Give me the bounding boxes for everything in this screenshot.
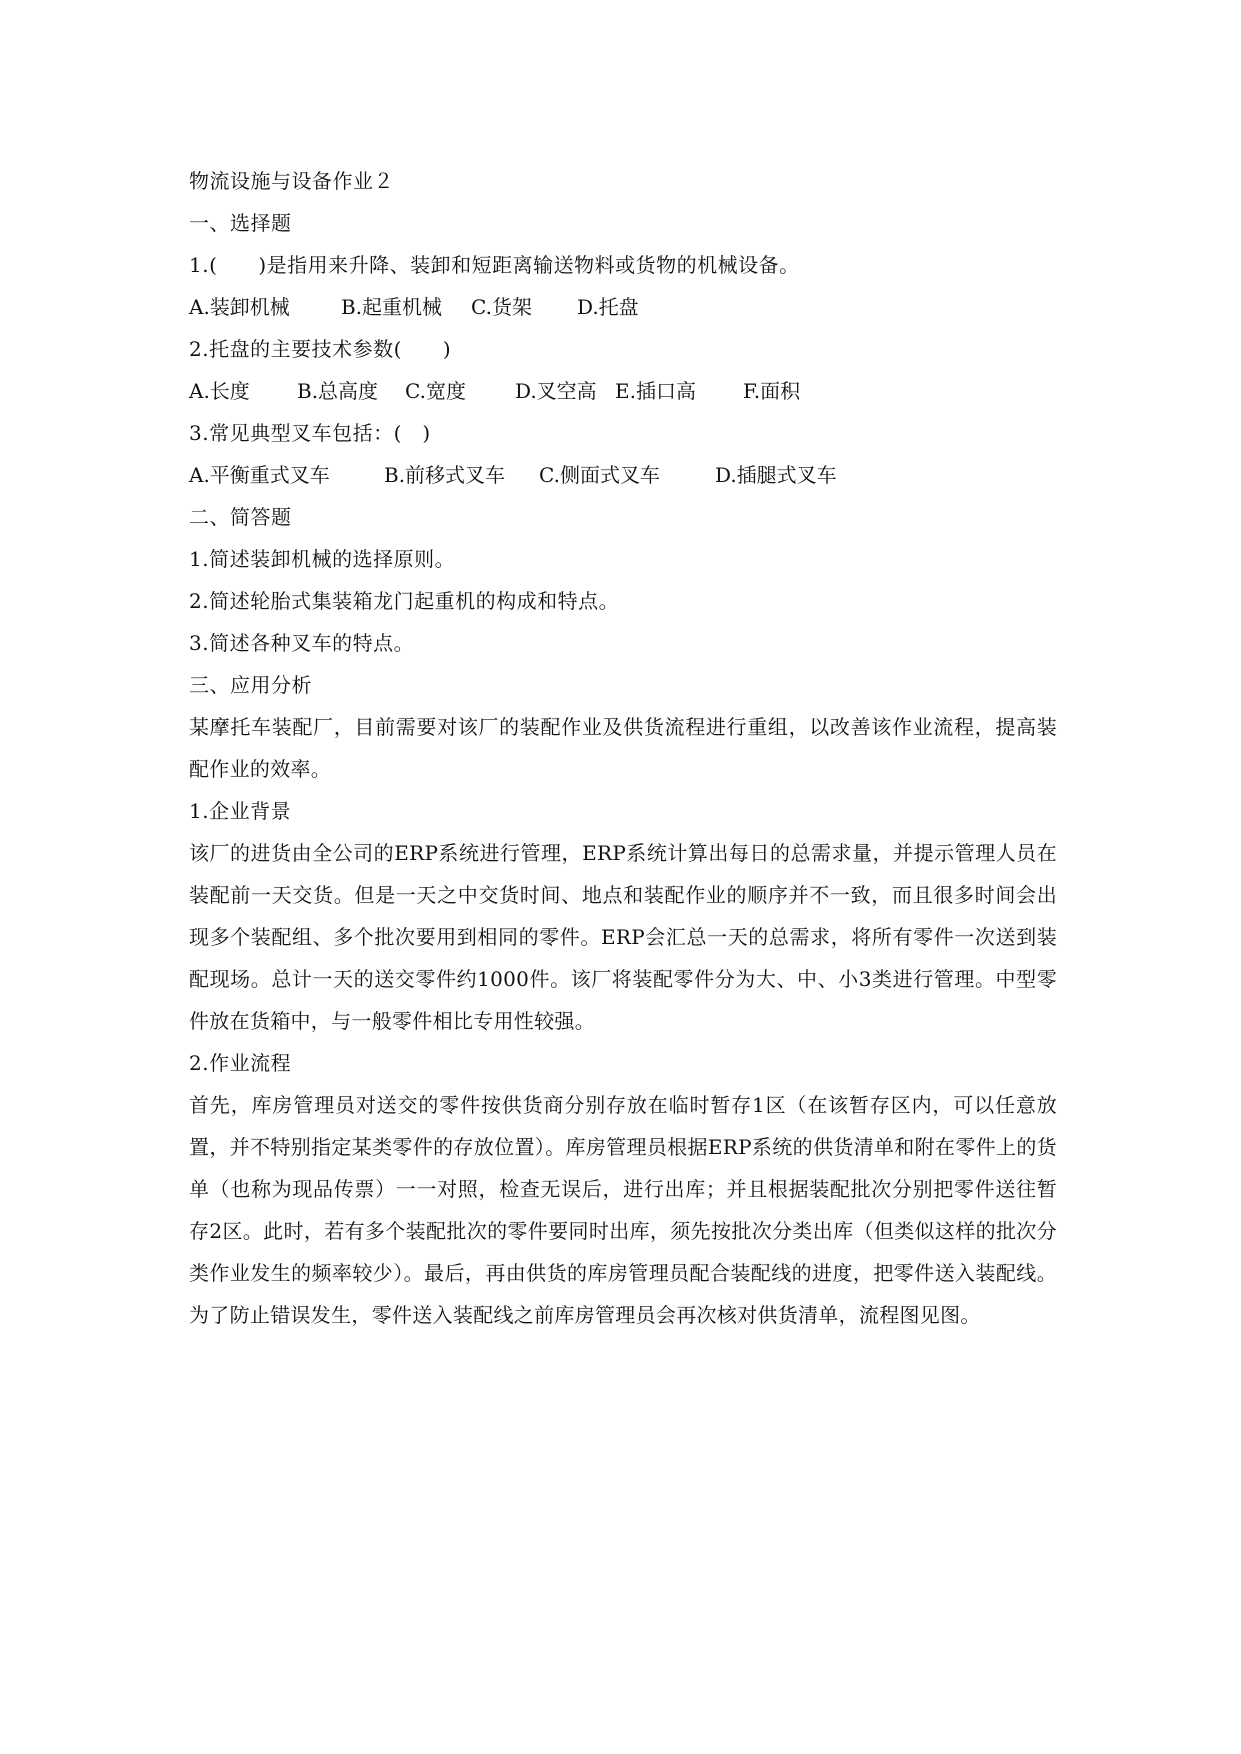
question-3: 3.常见典型叉车包括：( ) [189,421,431,445]
workflow-paragraph: 首先，库房管理员对送交的零件按供货商分别存放在临时暂存1区（在该暂存区内，可以任意放置，并不特别指定某类零件的存放位置）。库房管理员根据ERP系统的供货清单和附在零件上的货单（也称为现品传票）一一对照，检查无误后，进行出库；并且根据装配批次分别把零件送往暂存2区。此时，若有多个装配批次的零件要同时出库，须先按批次分类出库（但类似这样的批次分类作业发生的频率较少）。最后，再由供货的库房管理员配合装配线的进度，把零件送入装配线。为了防止错误发生，零件送入装配线之前库房管理员会再次核对供货清单，流程图见图。 [189,1093,1057,1327]
option: D.插腿式叉车 [715,463,837,487]
option: C.货架 [471,295,532,319]
section-heading-application: 三、应用分析 [189,673,312,697]
question-2: 2.托盘的主要技术参数( ) [189,337,452,361]
option: D.托盘 [577,295,639,319]
question-3-options [189,454,1057,496]
option: B.总高度 [297,379,379,403]
option: E.插口高 [615,379,696,403]
background-paragraph: 该厂的进货由全公司的ERP系统进行管理，ERP系统计算出每日的总需求量，并提示管理人员在装配前一天交货。但是一天之中交货时间、地点和装配作业的顺序并不一致，而且很多时间会出现多个装配组、多个批次要用到相同的零件。ERP会汇总一天的总需求，将所有零件一次送到装配现场。总计一天的送交零件约1000件。该厂将装配零件分为大、中、小3类进行管理。中型零件放在货箱中，与一般零件相比专用性较强。 [189,841,1057,1033]
question-2-options [189,370,1057,412]
option: C.宽度 [405,379,466,403]
option: D.叉空高 [515,379,597,403]
option: B.前移式叉车 [384,463,506,487]
subheading-background: 1.企业背景 [189,799,292,823]
option: C.侧面式叉车 [539,463,660,487]
option: A.平衡重式叉车 [189,463,330,487]
application-intro: 某摩托车装配厂，目前需要对该厂的装配作业及供货流程进行重组，以改善该作业流程，提高装配作业的效率。 [189,715,1057,781]
short-answer-item: 1.简述装卸机械的选择原则。 [189,547,456,571]
option: A.长度 [189,379,250,403]
option: A.装卸机械 [189,295,290,319]
subheading-workflow: 2.作业流程 [189,1051,292,1075]
document-page [189,160,1057,1336]
short-answer-item: 3.简述各种叉车的特点。 [189,631,415,655]
section-heading-choice: 一、选择题 [189,211,292,235]
document-title: 物流设施与设备作业２ [189,169,394,193]
question-1-options [189,286,1057,328]
option: F.面积 [743,379,801,403]
question-1: 1.( )是指用来升降、装卸和短距离输送物料或货物的机械设备。 [189,253,800,277]
short-answer-item: 2.简述轮胎式集装箱龙门起重机的构成和特点。 [189,589,620,613]
section-heading-short-answer: 二、简答题 [189,505,292,529]
option: B.起重机械 [341,295,443,319]
